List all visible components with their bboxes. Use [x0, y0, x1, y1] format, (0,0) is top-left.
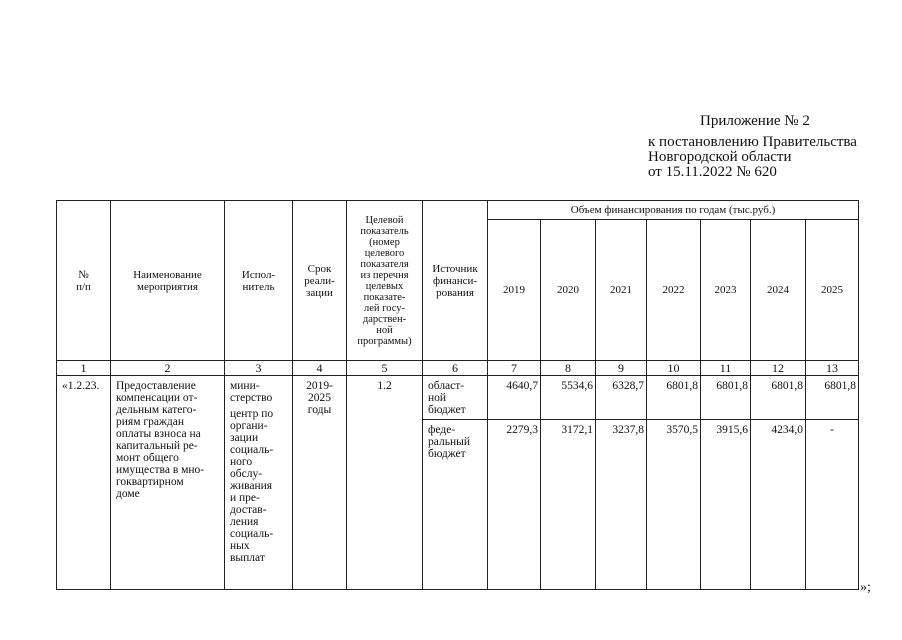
text-line: капитальный ре-	[116, 440, 198, 452]
text-line: оплаты взноса на	[116, 428, 201, 440]
header-year: 2022	[647, 220, 701, 361]
text-line: рования	[436, 286, 474, 299]
text-line: зации	[306, 286, 333, 299]
text-line: центр по	[230, 408, 274, 420]
text-line: достав-	[230, 504, 267, 516]
column-number: 11	[701, 361, 751, 376]
value-cell: 6801,8	[751, 376, 806, 420]
column-number: 8	[541, 361, 596, 376]
value-cell: 6328,7	[596, 376, 647, 420]
column-number: 13	[806, 361, 859, 376]
column-number: 1	[57, 361, 111, 376]
value-cell: 4640,7	[488, 376, 541, 420]
header-year: 2020	[541, 220, 596, 361]
text-line: гоквартирном	[116, 476, 184, 488]
column-number: 3	[225, 361, 293, 376]
header-year: 2025	[806, 220, 859, 361]
text-line: и пре-	[230, 492, 260, 504]
annex-title: Приложение № 2	[700, 113, 810, 129]
term-cell	[293, 376, 347, 590]
text-line: ных	[230, 540, 250, 552]
text-line: Испол-	[241, 268, 276, 281]
annex-line-2: Новгородской области	[648, 149, 792, 165]
header-year: 2023	[701, 220, 751, 361]
text-line: органи-	[230, 420, 268, 432]
header-executor	[225, 201, 293, 361]
column-number: 9	[596, 361, 647, 376]
text-line: программы)	[357, 335, 412, 347]
text-line: нитель	[242, 280, 275, 293]
text-line: имущества в мно-	[116, 464, 205, 476]
funding-table	[56, 200, 859, 590]
text-line: ления	[230, 516, 259, 528]
value-cell: 3915,6	[701, 420, 751, 590]
executor-center	[230, 408, 292, 564]
value-cell: 6801,8	[701, 376, 751, 420]
text-line: Наименование	[133, 268, 202, 281]
text-line: социаль-	[230, 444, 274, 456]
header-term	[293, 201, 347, 361]
text-line: Срок	[307, 262, 332, 275]
text-line: лей госу-	[364, 302, 405, 314]
column-number: 2	[111, 361, 225, 376]
text-line: живания	[230, 480, 273, 492]
value-cell: 3570,5	[647, 420, 701, 590]
header-name	[111, 201, 225, 361]
text-line: из перечня	[360, 269, 409, 281]
text-line: дарствен-	[362, 313, 407, 325]
text-line: целевых	[365, 280, 404, 292]
text-line: доме	[116, 488, 140, 500]
header-year: 2024	[751, 220, 806, 361]
text-line: зации	[230, 432, 259, 444]
column-number: 6	[423, 361, 488, 376]
text-line: ной	[376, 324, 393, 336]
closing-quote: »;	[860, 580, 871, 595]
text-line: 2019-	[306, 380, 333, 392]
text-line: стерство	[230, 392, 273, 404]
column-number: 10	[647, 361, 701, 376]
header-num	[57, 201, 111, 361]
header-year: 2019	[488, 220, 541, 361]
text-line: показатель	[360, 225, 409, 237]
text-line: показателя	[360, 258, 409, 270]
value-cell: 6801,8	[806, 376, 859, 420]
column-number: 7	[488, 361, 541, 376]
value-cell: 2279,3	[488, 420, 541, 590]
text-line: выплат	[230, 552, 265, 564]
text-line: годы	[307, 404, 332, 416]
text-line: ного	[230, 456, 253, 468]
text-line: мероприятия	[137, 280, 198, 293]
text-line: целевого	[364, 247, 405, 259]
text-line: (номер	[369, 236, 400, 248]
annex-header	[648, 114, 857, 180]
executor-ministry	[230, 380, 292, 404]
text-line: монт общего	[116, 452, 179, 464]
value-cell: 3237,8	[596, 420, 647, 590]
source-regional	[423, 376, 488, 420]
text-line: риям граждан	[116, 416, 184, 428]
measure-name	[111, 376, 225, 590]
text-line: ной	[428, 392, 447, 404]
annex-line-1: к постановлению Правительства	[648, 134, 857, 150]
text-line: п/п	[76, 280, 91, 293]
text-line: бюджет	[428, 404, 466, 416]
text-line: бюджет	[428, 448, 466, 460]
annex-line-3: от 15.11.2022 № 620	[648, 164, 777, 180]
target-indicator: 1.2	[347, 376, 423, 590]
header-funding: Объем финансирования по годам (тыс.руб.)	[488, 201, 859, 220]
text-line: дельным катего-	[116, 404, 197, 416]
text-line: област-	[428, 380, 465, 392]
text-line: Целевой	[365, 214, 404, 226]
column-number: 4	[293, 361, 347, 376]
funding-table-wrapper	[56, 200, 859, 590]
text-line: социаль-	[230, 528, 274, 540]
header-year: 2021	[596, 220, 647, 361]
column-number: 5	[347, 361, 423, 376]
value-cell: 6801,8	[647, 376, 701, 420]
text-line: реали-	[304, 274, 335, 287]
header-source	[423, 201, 488, 361]
text-line: показате-	[363, 291, 406, 303]
row-number: «1.2.23.	[57, 376, 111, 590]
text-line: 2025	[308, 392, 331, 404]
executor-cell	[225, 376, 293, 590]
value-cell: 3172,1	[541, 420, 596, 590]
text-line: Предоставление	[116, 380, 196, 392]
value-cell: 5534,6	[541, 376, 596, 420]
text-line: феде-	[428, 424, 456, 436]
text-line: ральный	[428, 436, 470, 448]
value-cell: 4234,0	[751, 420, 806, 590]
text-line: Источник	[432, 262, 478, 275]
text-line: финанси-	[432, 274, 478, 287]
text-line: №	[78, 268, 89, 281]
text-line: компенсации от-	[116, 392, 198, 404]
header-target	[347, 201, 423, 361]
text-line: мини-	[230, 380, 260, 392]
column-number: 12	[751, 361, 806, 376]
source-federal	[423, 420, 488, 590]
value-cell: -	[806, 420, 859, 590]
text-line: обслу-	[230, 468, 263, 480]
